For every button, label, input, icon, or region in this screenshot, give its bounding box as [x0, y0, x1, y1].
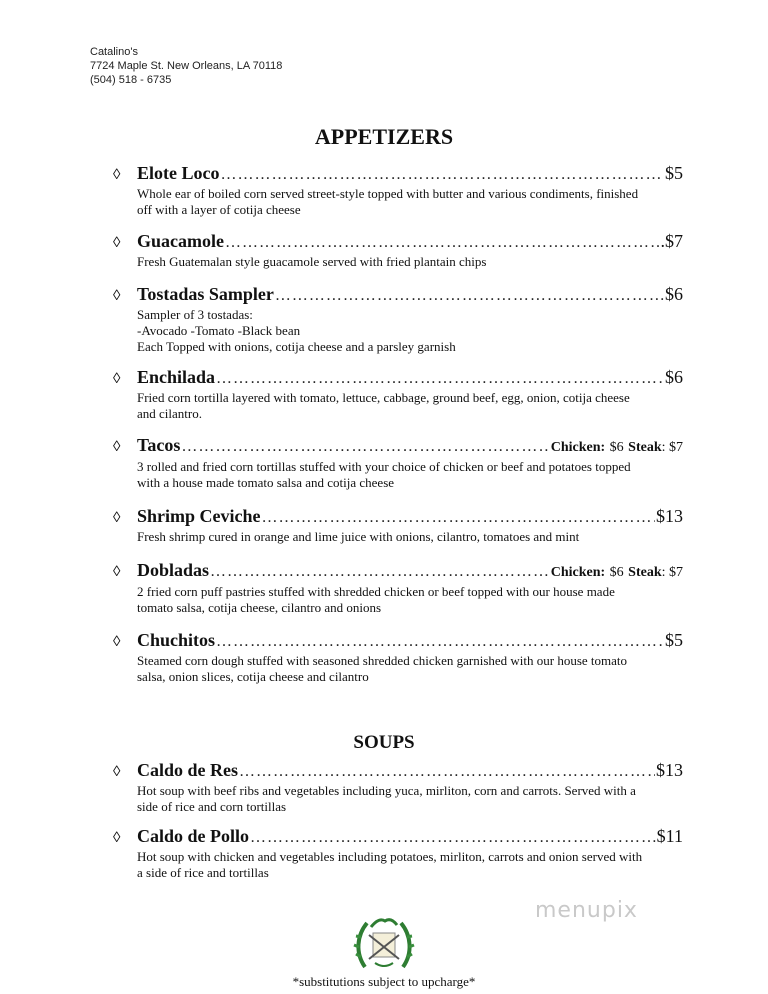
item-price: $5 [665, 163, 683, 183]
menu-item [113, 162, 683, 218]
diamond-bullet-icon: ◊ [113, 564, 121, 580]
item-price-options [551, 559, 683, 584]
chicken-label: Chicken: [550, 565, 606, 580]
desc-line: Each Topped with onions, cotija cheese and a parsley garnish [137, 339, 456, 354]
leader-dots [225, 232, 660, 254]
appetizers-title: APPETIZERS [314, 124, 454, 149]
item-name: Enchilada [137, 367, 216, 387]
item-description [137, 459, 683, 491]
desc-line: Fresh shrimp cured in orange and lime juice with onions, cilantro, tomatoes and mint [137, 529, 580, 544]
menu-item [113, 434, 683, 491]
desc-line: side of rice and corn tortillas [137, 799, 287, 814]
steak-label: Steak [628, 440, 662, 455]
desc-line: Hot soup with beef ribs and vegetables including yuca, mirliton, corn and carrots. Served with a [137, 783, 636, 798]
diamond-bullet-icon: ◊ [113, 439, 121, 455]
leader-dots [181, 436, 549, 458]
diamond-bullet-icon: ◊ [113, 510, 121, 526]
restaurant-phone: (504) 518 - 6735 [90, 74, 172, 86]
desc-line: off with a layer of cotija cheese [137, 202, 301, 217]
diamond-bullet-icon: ◊ [113, 764, 121, 780]
diamond-bullet-icon: ◊ [113, 634, 121, 650]
menu-item [113, 230, 683, 270]
item-description [137, 653, 683, 685]
restaurant-name: Catalino's [90, 46, 138, 58]
chicken-price: $6 [609, 440, 624, 455]
item-name: Dobladas [137, 560, 210, 580]
item-price: $5 [665, 630, 683, 650]
desc-line: Fried corn tortilla layered with tomato, lettuce, cabbage, ground beef, egg, onion, cotija cheese [137, 390, 630, 405]
desc-line: 2 fried corn puff pastries stuffed with shredded chicken or beef topped with our house made [137, 584, 615, 599]
substitutions-note: *substitutions subject to upcharge* [292, 974, 476, 989]
item-description [137, 307, 683, 355]
item-price: $13 [656, 506, 683, 526]
item-price-options [551, 434, 683, 459]
item-description [137, 186, 683, 218]
menu-item [113, 366, 683, 422]
diamond-bullet-icon: ◊ [113, 167, 121, 183]
steak-price: : $7 [661, 440, 683, 455]
restaurant-header [90, 45, 282, 87]
leader-dots [275, 285, 664, 307]
leader-dots [250, 827, 656, 849]
item-price: $11 [656, 826, 683, 846]
menu-item [113, 629, 683, 685]
item-description [137, 529, 683, 545]
item-price: $6 [665, 367, 683, 387]
steak-price: : $7 [661, 565, 683, 580]
item-name: Guacamole [137, 231, 224, 251]
item-price: $13 [656, 760, 683, 780]
desc-line: salsa, onion slices, cotija cheese and cilantro [137, 669, 369, 684]
chicken-label: Chicken: [550, 440, 606, 455]
item-description [137, 783, 683, 815]
leader-dots [210, 561, 550, 583]
diamond-bullet-icon: ◊ [113, 830, 121, 846]
soups-title: SOUPS [353, 732, 415, 753]
leader-dots [262, 507, 656, 529]
chicken-price: $6 [609, 565, 624, 580]
desc-line: with a house made tomato salsa and cotija cheese [137, 475, 395, 490]
desc-line: Fresh Guatemalan style guacamole served with fried plantain chips [137, 254, 487, 269]
desc-line: 3 rolled and fried corn tortillas stuffed with your choice of chicken or beef and potatoes topped [137, 459, 631, 474]
desc-line: Hot soup with chicken and vegetables including potatoes, mirliton, carrots and onion served with [137, 849, 643, 864]
diamond-bullet-icon: ◊ [113, 235, 121, 251]
item-name: Tostadas Sampler [137, 284, 274, 304]
menu-item [113, 283, 683, 355]
item-price: $6 [665, 284, 683, 304]
leader-dots [221, 164, 665, 186]
item-name: Chuchitos [137, 630, 216, 650]
desc-line: and cilantro. [137, 406, 202, 421]
diamond-bullet-icon: ◊ [113, 371, 121, 387]
desc-line: Steamed corn dough stuffed with seasoned shredded chicken garnished with our house tomato [137, 653, 628, 668]
menu-item [113, 825, 683, 881]
item-name: Caldo de Res [137, 760, 239, 780]
menu-item [113, 759, 683, 815]
item-description [137, 584, 683, 616]
item-name: Tacos [137, 435, 181, 455]
item-name: Elote Loco [137, 163, 220, 183]
desc-line: Sampler of 3 tostadas: [137, 307, 253, 322]
leader-dots [216, 631, 664, 653]
diamond-bullet-icon: ◊ [113, 288, 121, 304]
leader-dots [216, 368, 664, 390]
item-name: Shrimp Ceviche [137, 506, 261, 526]
item-description [137, 849, 683, 881]
watermark: menupix [535, 898, 638, 923]
desc-line: tomato salsa, cotija cheese, cilantro and onions [137, 600, 382, 615]
item-price: .$7 [660, 231, 683, 251]
item-name: Caldo de Pollo [137, 826, 250, 846]
steak-label: Steak [628, 565, 662, 580]
item-description [137, 254, 683, 270]
leader-dots [239, 761, 655, 783]
restaurant-address: 7724 Maple St. New Orleans, LA 70118 [90, 60, 283, 72]
desc-line: Whole ear of boiled corn served street-style topped with butter and various condiments, finished [137, 186, 639, 201]
menu-item [113, 559, 683, 616]
menu-item [113, 505, 683, 545]
desc-line: -Avocado -Tomato -Black bean [137, 323, 301, 338]
guatemala-emblem-icon [351, 913, 417, 976]
desc-line: a side of rice and tortillas [137, 865, 269, 880]
item-description [137, 390, 683, 422]
